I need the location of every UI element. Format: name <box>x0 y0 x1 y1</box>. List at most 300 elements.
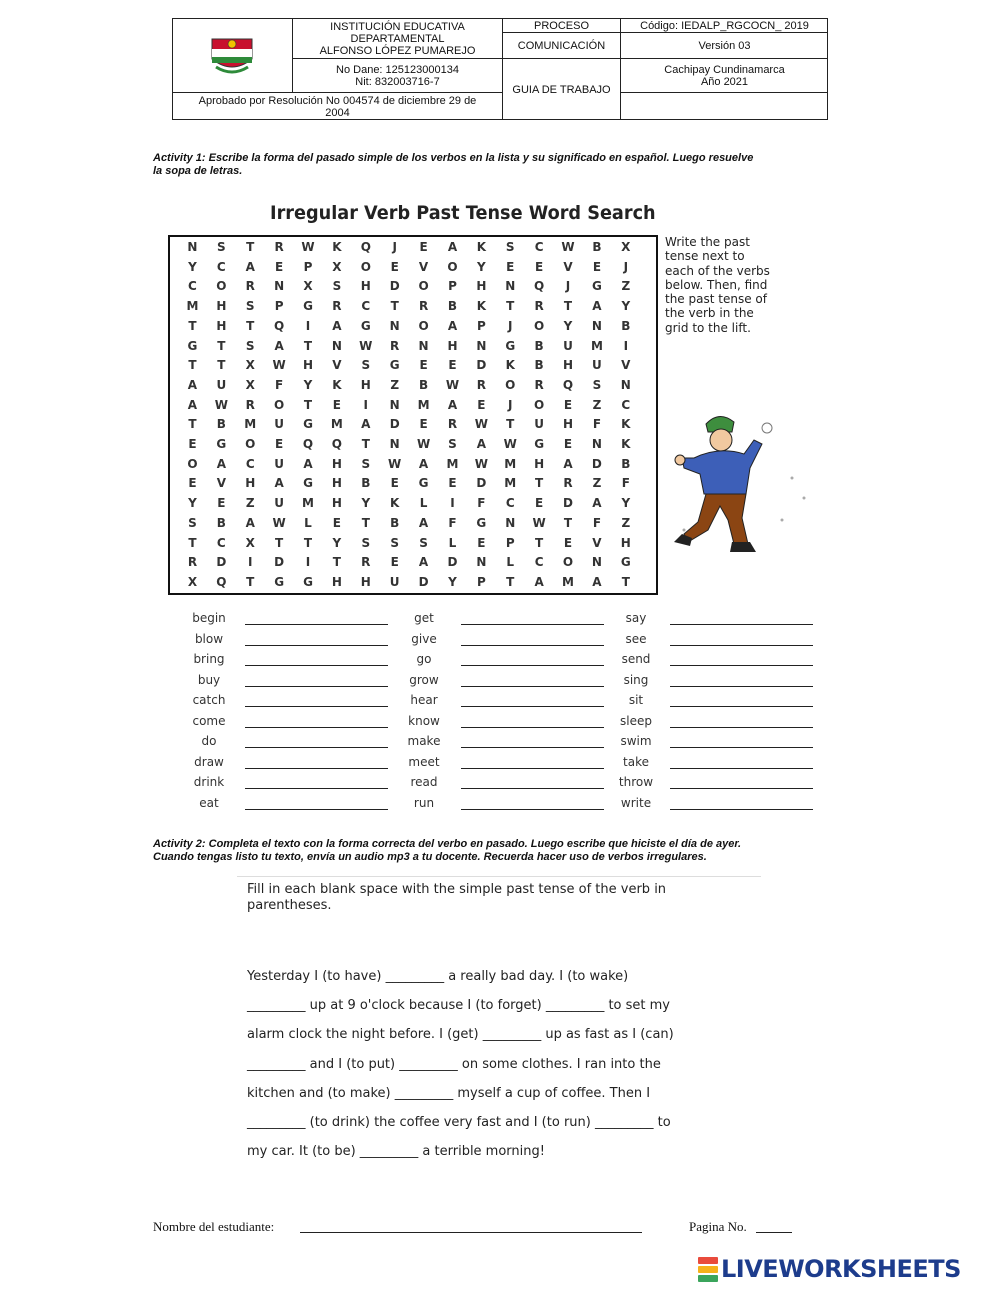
grid-letter: O <box>447 259 458 274</box>
grid-letter: Y <box>303 377 313 392</box>
grid-letter: L <box>506 555 515 570</box>
grid-letter: R <box>534 377 544 392</box>
verb-write: write <box>620 795 652 810</box>
grid-letter: C <box>216 259 226 274</box>
grid-letter: A <box>274 476 284 491</box>
grid-letter: E <box>275 259 284 274</box>
grid-letter: S <box>245 299 255 314</box>
grid-letter: E <box>188 476 197 491</box>
grid-letter: A <box>418 515 429 530</box>
grid-letter: F <box>477 496 486 511</box>
grid-letter: Y <box>563 318 573 333</box>
grid-letter: B <box>418 377 429 392</box>
grid-letter: B <box>447 299 458 314</box>
grid-letter: W <box>214 397 228 412</box>
grid-letter: H <box>331 496 342 511</box>
grid-letter: B <box>592 240 602 254</box>
grid-letter: G <box>418 476 429 491</box>
grid-letter: A <box>303 456 313 471</box>
grid-letter: A <box>332 318 342 333</box>
grid-letter: U <box>274 496 284 511</box>
grid-letter: U <box>274 417 284 432</box>
grid-letter: W <box>474 417 488 432</box>
grid-letter: N <box>591 555 602 570</box>
past-tense-input-swim[interactable] <box>670 747 813 748</box>
grid-letter: B <box>621 456 631 471</box>
verb-say: say <box>625 611 647 625</box>
divider <box>237 876 761 877</box>
grid-letter: W <box>272 515 286 530</box>
grid-letter: N <box>476 338 487 353</box>
grid-letter: H <box>331 456 342 471</box>
grid-letter: P <box>303 259 313 274</box>
grid-row <box>170 398 656 418</box>
grid-letter: Q <box>274 318 285 333</box>
grid-letter: O <box>418 279 429 294</box>
grid-letter: O <box>505 377 516 392</box>
grid-letter: K <box>621 437 631 451</box>
grid-letter: R <box>274 240 284 254</box>
grid-letter: N <box>331 338 342 353</box>
grid-letter: Y <box>477 259 486 274</box>
grid-letter: E <box>275 437 284 451</box>
past-tense-input-take[interactable] <box>670 768 813 769</box>
grid-letter: T <box>563 515 573 530</box>
grid-letter: C <box>361 299 371 314</box>
grid-letter: C <box>621 397 631 412</box>
past-tense-input-bring[interactable] <box>245 665 388 666</box>
grid-letter: B <box>390 515 400 530</box>
grid-letter: E <box>390 476 399 491</box>
grid-letter: A <box>187 397 198 412</box>
verb-draw: draw <box>194 754 224 769</box>
grid-letter: M <box>302 496 314 511</box>
past-tense-input-sleep[interactable] <box>670 727 813 728</box>
grid-letter: P <box>448 279 457 294</box>
boy-throwing-snowball-icon <box>664 410 814 555</box>
grid-letter: T <box>275 535 284 550</box>
verb-throw: throw <box>618 775 654 789</box>
guia-trabajo: GUIA DE TRABAJO <box>503 59 621 120</box>
grid-letter: T <box>188 417 197 432</box>
grid-letter: A <box>447 318 458 333</box>
grid-letter: K <box>332 240 342 254</box>
grid-letter: K <box>390 496 400 511</box>
grid-letter: J <box>508 397 513 412</box>
grid-letter: U <box>563 338 573 353</box>
grid-row <box>170 279 656 299</box>
grid-letter: T <box>563 299 573 314</box>
grid-letter: J <box>508 318 513 333</box>
grid-letter: A <box>245 259 255 274</box>
past-tense-input-give[interactable] <box>461 645 604 646</box>
past-tense-input-see[interactable] <box>670 645 813 646</box>
grid-letter: P <box>476 574 486 589</box>
past-tense-input-draw[interactable] <box>245 768 388 769</box>
grid-letter: W <box>388 456 402 471</box>
grid-letter: E <box>390 259 399 274</box>
grid-letter: B <box>361 476 371 491</box>
grid-row <box>170 260 656 280</box>
location-year: Cachipay Cundinamarca Año 2021 <box>621 59 828 93</box>
wordsearch-title: Irregular Verb Past Tense Word Search <box>270 202 656 224</box>
grid-letter: T <box>390 299 399 314</box>
header-table <box>172 18 828 120</box>
grid-letter: W <box>474 456 488 471</box>
grid-letter: F <box>621 476 630 491</box>
grid-letter: E <box>332 397 341 412</box>
grid-letter: H <box>216 318 227 333</box>
grid-letter: Z <box>592 476 602 491</box>
grid-letter: Q <box>360 240 371 254</box>
grid-letter: B <box>534 338 544 353</box>
grid-letter: S <box>448 437 457 451</box>
grid-letter: J <box>623 259 629 274</box>
verb-catch: catch <box>192 693 226 707</box>
grid-letter: W <box>445 377 460 392</box>
grid-letter: U <box>389 574 400 589</box>
grid-letter: E <box>419 358 428 373</box>
grid-letter: R <box>476 377 486 392</box>
grid-letter: K <box>621 417 631 432</box>
wordsearch-grid <box>168 235 658 595</box>
grid-letter: N <box>476 555 487 570</box>
grid-letter: H <box>534 456 545 471</box>
dane-nit: No Dane: 125123000134 Nit: 832003716-7 <box>293 59 503 93</box>
grid-letter: D <box>389 417 400 432</box>
verb-bring: bring <box>193 652 225 666</box>
verb-sing: sing <box>623 672 649 687</box>
grid-row <box>170 240 656 260</box>
grid-letter: G <box>534 437 545 451</box>
grid-letter: I <box>305 318 311 333</box>
grid-letter: I <box>363 397 369 412</box>
grid-letter: A <box>592 496 602 511</box>
grid-letter: S <box>419 535 428 550</box>
grid-letter: G <box>303 299 313 314</box>
grid-letter: Z <box>245 496 255 511</box>
grid-letter: P <box>476 318 486 333</box>
grid-letter: R <box>390 338 400 353</box>
passage-instruction: Fill in each blank space with the simple past tense of the verb in parentheses. <box>247 882 667 913</box>
past-tense-input-do[interactable] <box>245 747 388 748</box>
past-tense-input-catch[interactable] <box>245 706 388 707</box>
grid-letter: C <box>534 555 544 570</box>
grid-letter: W <box>416 437 431 451</box>
proceso-label: PROCESO <box>503 19 621 33</box>
grid-letter: Y <box>621 496 631 511</box>
past-tense-input-blow[interactable] <box>245 645 388 646</box>
grid-letter: W <box>359 338 373 353</box>
grid-letter: A <box>216 456 226 471</box>
grid-letter: N <box>274 279 285 294</box>
grid-letter: W <box>272 358 286 373</box>
grid-letter: E <box>563 535 573 550</box>
grid-row <box>170 457 656 477</box>
past-tense-input-sit[interactable] <box>670 706 813 707</box>
grid-letter: U <box>216 377 227 392</box>
past-tense-input-make[interactable] <box>461 747 604 748</box>
grid-letter: V <box>563 259 573 274</box>
grid-letter: Y <box>621 299 631 314</box>
verb-grow: grow <box>409 672 439 687</box>
grid-letter: E <box>506 259 515 274</box>
grid-letter: S <box>188 515 197 530</box>
verb-send: send <box>621 652 651 666</box>
grid-letter: R <box>245 397 255 412</box>
past-tense-input-begin[interactable] <box>245 624 388 625</box>
grid-row <box>170 575 656 595</box>
liveworksheets-icon <box>698 1256 718 1283</box>
grid-letter: E <box>477 397 486 412</box>
grid-letter: E <box>332 515 341 530</box>
passage-line: alarm clock the night before. I (get) _________ up as fast as I (can) <box>247 1027 674 1043</box>
grid-letter: T <box>246 574 255 589</box>
grid-letter: M <box>330 417 343 432</box>
grid-letter: H <box>331 476 342 491</box>
grid-letter: N <box>505 279 516 294</box>
grid-letter: F <box>592 417 602 432</box>
grid-row <box>170 437 656 457</box>
verb-get: get <box>414 611 434 625</box>
grid-letter: M <box>590 338 603 353</box>
grid-letter: H <box>302 358 314 373</box>
grid-letter: A <box>447 240 458 254</box>
grid-row <box>170 516 656 536</box>
past-tense-input-say[interactable] <box>670 624 813 625</box>
grid-letter: M <box>562 574 574 589</box>
verb-give: give <box>411 631 437 646</box>
grid-letter: O <box>534 397 545 412</box>
grid-letter: T <box>361 437 370 451</box>
grid-letter: X <box>303 279 313 294</box>
grid-letter: S <box>361 535 371 550</box>
past-tense-input-buy[interactable] <box>245 686 388 687</box>
grid-letter: Q <box>216 574 227 589</box>
past-tense-input-get[interactable] <box>461 624 604 625</box>
grid-letter: E <box>563 397 573 412</box>
grid-letter: T <box>246 318 255 333</box>
grid-letter: G <box>187 338 198 353</box>
grid-letter: Y <box>188 496 197 511</box>
grid-letter: D <box>447 555 458 570</box>
past-tense-input-meet[interactable] <box>461 768 604 769</box>
passage-line: _________ and I (to put) _________ on some clothes. I ran into the <box>247 1056 661 1072</box>
passage-line: _________ (to drink) the coffee very fast and I (to run) _________ to <box>247 1115 671 1130</box>
grid-row <box>170 339 656 359</box>
past-tense-input-go[interactable] <box>461 665 604 666</box>
grid-letter: L <box>419 496 428 511</box>
grid-letter: T <box>361 515 370 530</box>
grid-letter: B <box>534 358 544 373</box>
page-number-input[interactable] <box>756 1232 792 1233</box>
verb-take: take <box>623 754 649 769</box>
past-tense-input-know[interactable] <box>461 727 604 728</box>
grid-letter: S <box>332 279 342 294</box>
past-tense-input-drink[interactable] <box>245 788 388 789</box>
grid-letter: Y <box>188 259 197 274</box>
institution-name: INSTITUCIÓN EDUCATIVA DEPARTAMENTAL ALFONSO LÓPEZ PUMAREJO <box>293 19 503 59</box>
grid-letter: S <box>592 377 602 392</box>
grid-letter: E <box>477 535 486 550</box>
grid-letter: K <box>332 377 342 392</box>
grid-letter: A <box>274 338 284 353</box>
verb-sleep: sleep <box>620 713 652 728</box>
grid-letter: W <box>561 240 575 254</box>
grid-letter: N <box>505 515 516 530</box>
grid-letter: E <box>448 358 457 373</box>
grid-letter: Q <box>562 377 574 392</box>
grid-letter: T <box>506 574 515 589</box>
grid-letter: D <box>476 358 487 373</box>
past-tense-input-come[interactable] <box>245 727 388 728</box>
verb-blow: blow <box>194 631 224 646</box>
grid-letter: G <box>303 476 313 491</box>
grid-letter: O <box>187 456 198 471</box>
grid-letter: P <box>274 299 284 314</box>
grid-letter: R <box>563 476 573 491</box>
verb-go: go <box>416 652 432 666</box>
verb-do: do <box>201 734 217 748</box>
verb-buy: buy <box>197 672 221 687</box>
grid-letter: X <box>332 259 342 274</box>
past-tense-input-read[interactable] <box>461 788 604 789</box>
grid-letter: X <box>245 358 255 373</box>
grid-letter: R <box>418 299 429 314</box>
page-number-label: Pagina No. <box>689 1219 747 1234</box>
grid-letter: G <box>591 279 602 294</box>
grid-letter: S <box>245 338 255 353</box>
grid-letter: G <box>620 555 631 570</box>
grid-letter: T <box>303 397 313 412</box>
grid-letter: V <box>621 358 631 373</box>
grid-letter: R <box>187 555 198 570</box>
grid-letter: N <box>389 437 400 451</box>
grid-letter: E <box>419 240 428 254</box>
verb-meet: meet <box>408 754 440 769</box>
grid-letter: N <box>620 377 631 392</box>
grid-letter: D <box>389 279 400 294</box>
grid-letter: T <box>303 338 313 353</box>
past-tense-input-write[interactable] <box>670 809 813 810</box>
grid-letter: N <box>187 240 198 254</box>
verb-eat: eat <box>199 795 219 810</box>
grid-letter: X <box>245 377 255 392</box>
verb-read: read <box>410 775 438 789</box>
grid-letter: T <box>188 318 197 333</box>
grid-letter: O <box>360 259 371 274</box>
past-tense-input-throw[interactable] <box>670 788 813 789</box>
grid-letter: T <box>217 338 226 353</box>
student-name-label: Nombre del estudiante: <box>153 1219 275 1234</box>
grid-letter: D <box>476 476 487 491</box>
grid-letter: E <box>592 259 602 274</box>
grid-letter: P <box>505 535 515 550</box>
grid-letter: V <box>216 476 226 491</box>
verb-know: know <box>408 713 440 728</box>
grid-letter: H <box>360 574 371 589</box>
grid-row <box>170 358 656 378</box>
grid-letter: I <box>450 496 455 511</box>
past-tense-input-run[interactable] <box>461 809 604 810</box>
grid-letter: V <box>592 535 602 550</box>
resolution: Aprobado por Resolución No 004574 de diciembre 29 de 2004 <box>173 93 503 120</box>
grid-letter: K <box>505 358 515 373</box>
grid-letter: E <box>448 476 457 491</box>
grid-letter: A <box>592 299 602 314</box>
grid-row <box>170 417 656 437</box>
grid-letter: E <box>217 496 226 511</box>
grid-letter: H <box>620 535 631 550</box>
grid-letter: G <box>360 318 371 333</box>
grid-letter: B <box>621 318 631 333</box>
grid-letter: R <box>534 299 544 314</box>
grid-letter: Z <box>592 397 602 412</box>
grid-row <box>170 555 656 575</box>
passage-line: _________ up at 9 o'clock because I (to forget) _________ to set my <box>247 998 671 1014</box>
grid-letter: F <box>275 377 284 392</box>
grid-letter: U <box>534 417 544 432</box>
past-tense-input-grow[interactable] <box>461 686 604 687</box>
activity2-instructions: Activity 2: Completa el texto con la forma correcta del verbo en pasado. Luego escribe que hiciste el día de ayer. Cuando tengas listo tu texto, envía un audio mp3 a tu docente. Recuerda hacer uso de verbos irregulares. <box>153 838 742 863</box>
grid-letter: A <box>592 574 602 589</box>
grid-letter: S <box>361 358 371 373</box>
grid-letter: T <box>506 417 515 432</box>
grid-letter: Y <box>448 574 457 589</box>
grid-letter: L <box>448 535 457 550</box>
grid-letter: G <box>274 574 285 589</box>
past-tense-input-send[interactable] <box>670 665 813 666</box>
grid-letter: M <box>504 476 517 491</box>
grid-letter: G <box>389 358 400 373</box>
grid-letter: I <box>623 338 629 353</box>
grid-letter: T <box>188 358 197 373</box>
grid-letter: G <box>303 417 313 432</box>
grid-letter: H <box>245 476 256 491</box>
grid-letter: X <box>187 574 198 589</box>
grid-letter: A <box>476 437 486 451</box>
student-name-input[interactable] <box>300 1232 642 1233</box>
grid-letter: C <box>245 456 255 471</box>
grid-letter: H <box>563 358 574 373</box>
grid-letter: T <box>506 299 515 314</box>
grid-letter: F <box>592 515 602 530</box>
grid-row <box>170 476 656 496</box>
grid-letter: T <box>621 574 630 589</box>
past-tense-input-eat[interactable] <box>245 809 388 810</box>
grid-letter: T <box>332 555 341 570</box>
grid-letter: U <box>592 358 602 373</box>
grid-letter: N <box>389 318 400 333</box>
grid-letter: T <box>535 535 544 550</box>
grid-letter: C <box>188 279 197 294</box>
grid-letter: Q <box>302 437 314 451</box>
past-tense-input-sing[interactable] <box>670 686 813 687</box>
grid-letter: D <box>216 555 227 570</box>
grid-letter: E <box>535 259 544 274</box>
grid-letter: H <box>216 299 227 314</box>
grid-letter: A <box>447 397 458 412</box>
verb-run: run <box>413 795 435 810</box>
grid-letter: E <box>188 437 197 451</box>
grid-letter: M <box>244 417 257 432</box>
grid-letter: V <box>332 358 342 373</box>
past-tense-input-hear[interactable] <box>461 706 604 707</box>
grid-letter: N <box>418 338 429 353</box>
grid-letter: B <box>216 417 226 432</box>
grid-letter: E <box>419 417 428 432</box>
grid-letter: S <box>217 240 226 254</box>
